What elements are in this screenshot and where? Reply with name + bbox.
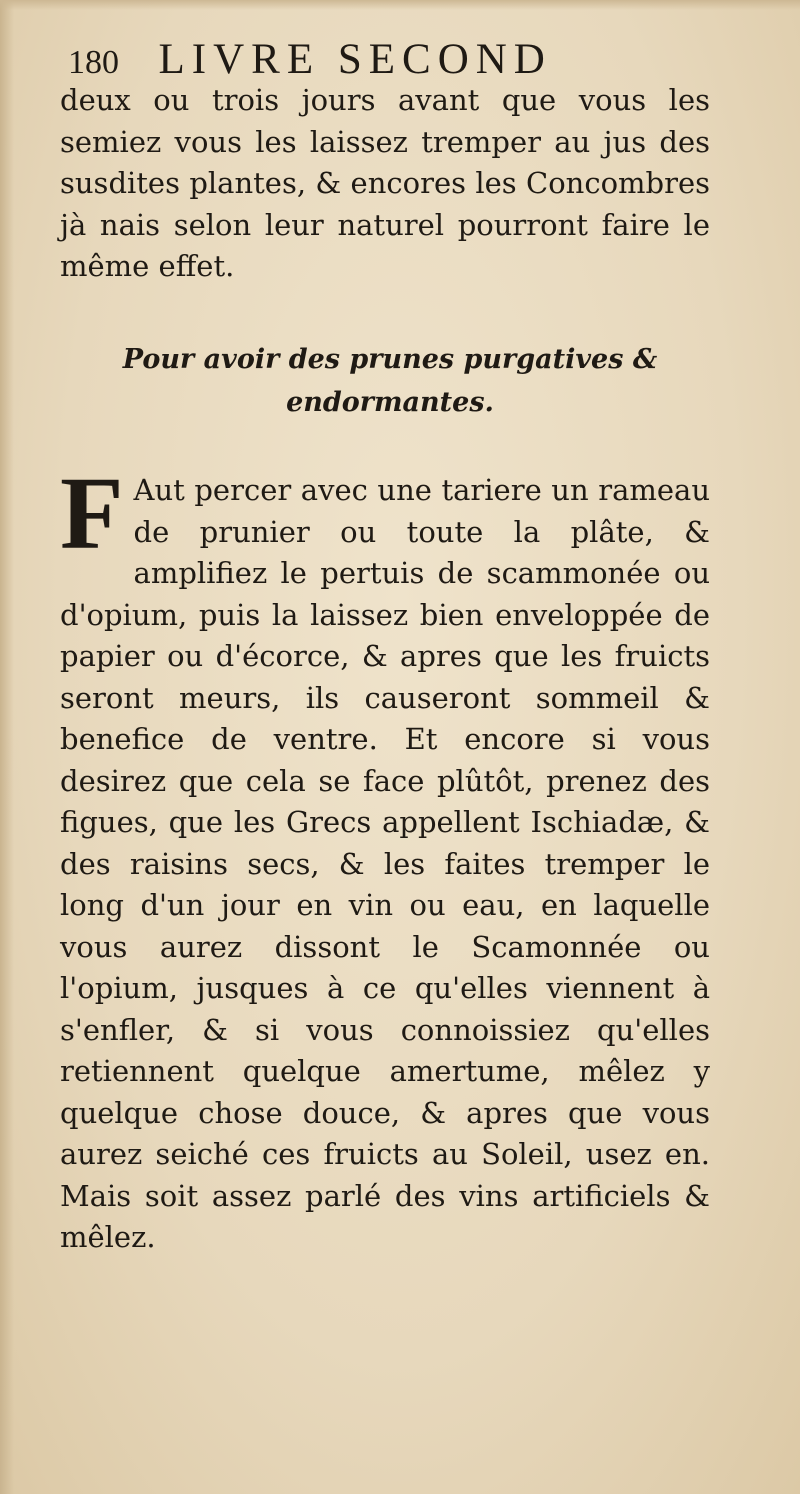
running-head: LIVRE SECOND	[158, 36, 552, 83]
page-header	[68, 28, 728, 88]
section-title-line-2: endormantes.	[286, 387, 494, 418]
page-edge-shadow-top	[0, 0, 800, 10]
page-edge-shadow-left	[0, 0, 14, 1494]
section-title-line-1: Pour avoir des prunes purgatives &	[122, 344, 658, 375]
drop-cap: F	[60, 456, 124, 571]
main-paragraph	[60, 456, 710, 1310]
section-title	[80, 338, 700, 428]
page-number: 180	[68, 44, 119, 81]
intro-paragraph: deux ou trois jours avant que vous les semiez vous les laissez tremper au jus des susdites plantes, & encores les Concombres jà nais selon leur naturel pourront faire le même effet.	[60, 83, 710, 283]
main-paragraph-text: Aut percer avec une tariere un rameau de prunier ou toute la plâte, & amplifiez le pertuis de scammonée ou d'opium, puis la laissez bien enveloppée de papier ou d'écorce, & apres que les fruicts seront meurs, ils causeront sommeil & benefice de ventre. Et encore si vous desirez que cela se face plûtôt, prenez des figues, que les Grecs appellent Ischiadæ, & des raisins secs, & les faites tremper le long d'un jour en vin ou eau, en laquelle vous aurez dissont le Scamonnée ou l'opium, jusques à ce qu'elles viennent à s'enfler, & si vous connoissiez qu'elles retiennent quelque amertume, mêlez y quelque chose douce, & apres que vous aurez seiché ces fruicts au Soleil, usez en. Mais soit assez parlé des vins artificiels & mêlez.	[60, 473, 710, 1254]
